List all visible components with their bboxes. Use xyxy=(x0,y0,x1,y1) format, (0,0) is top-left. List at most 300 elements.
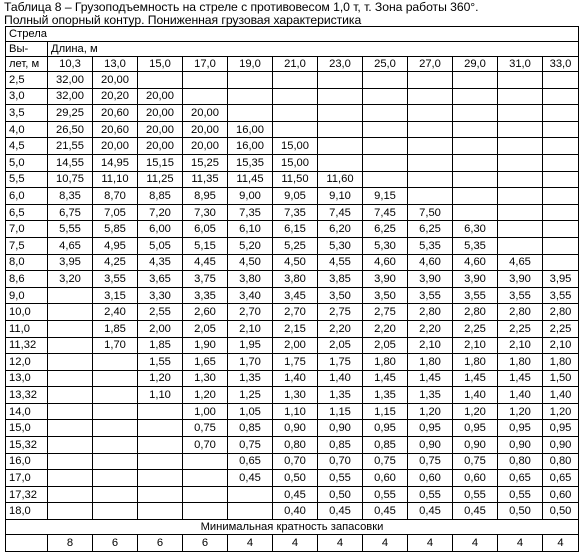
capacity-cell: 3,20 xyxy=(48,271,93,288)
capacity-cell: 20,60 xyxy=(93,105,138,122)
capacity-cell xyxy=(138,503,183,520)
capacity-cell: 3,90 xyxy=(453,271,498,288)
capacity-cell: 2,10 xyxy=(453,337,498,354)
capacity-cell: 1,25 xyxy=(228,387,273,404)
capacity-cell: 0,85 xyxy=(228,420,273,437)
capacity-cell: 0,70 xyxy=(273,453,318,470)
capacity-cell: 3,50 xyxy=(318,287,363,304)
capacity-cell: 1,30 xyxy=(183,370,228,387)
capacity-cell: 1,15 xyxy=(363,403,408,420)
capacity-cell xyxy=(498,204,543,221)
capacity-cell: 1,45 xyxy=(408,370,453,387)
capacity-cell: 1,20 xyxy=(453,403,498,420)
capacity-cell: 0,65 xyxy=(228,453,273,470)
reach-header-top: Вы- xyxy=(6,42,48,57)
capacity-cell: 7,20 xyxy=(138,204,183,221)
capacity-cell xyxy=(498,72,543,89)
table-row xyxy=(6,88,579,105)
reeving-header-row xyxy=(6,520,579,535)
length-header-row xyxy=(6,42,579,57)
capacity-cell xyxy=(408,72,453,89)
table-row xyxy=(6,337,579,354)
capacity-cell: 26,50 xyxy=(48,121,93,138)
reach-cell: 9,0 xyxy=(6,287,48,304)
capacity-cell xyxy=(48,304,93,321)
capacity-cell: 1,20 xyxy=(408,403,453,420)
capacity-cell: 1,50 xyxy=(543,370,579,387)
capacity-cell: 0,50 xyxy=(273,470,318,487)
reeving-cell: 4 xyxy=(408,535,453,552)
capacity-cell xyxy=(318,138,363,155)
capacity-cell: 0,60 xyxy=(453,470,498,487)
capacity-cell xyxy=(453,154,498,171)
capacity-cell: 8,70 xyxy=(93,188,138,205)
capacity-cell: 1,40 xyxy=(318,370,363,387)
capacity-cell: 2,05 xyxy=(318,337,363,354)
capacity-cell xyxy=(543,121,579,138)
capacity-cell: 2,10 xyxy=(228,320,273,337)
capacity-cell: 1,40 xyxy=(453,387,498,404)
capacity-cell: 2,70 xyxy=(273,304,318,321)
capacity-cell: 2,05 xyxy=(183,320,228,337)
capacity-cell: 2,15 xyxy=(273,320,318,337)
reach-cell: 11,32 xyxy=(6,337,48,354)
capacity-cell: 2,55 xyxy=(138,304,183,321)
capacity-cell: 0,95 xyxy=(408,420,453,437)
table-row xyxy=(6,437,579,454)
capacity-cell: 20,00 xyxy=(93,138,138,155)
capacity-cell xyxy=(93,437,138,454)
capacity-cell: 0,75 xyxy=(363,453,408,470)
capacity-cell: 1,85 xyxy=(93,320,138,337)
capacity-cell: 3,90 xyxy=(363,271,408,288)
capacity-cell: 0,60 xyxy=(363,470,408,487)
table-row xyxy=(6,121,579,138)
capacity-cell: 2,25 xyxy=(453,320,498,337)
capacity-cell: 0,55 xyxy=(453,486,498,503)
capacity-cell: 2,60 xyxy=(183,304,228,321)
capacity-cell: 1,70 xyxy=(93,337,138,354)
capacity-cell xyxy=(408,154,453,171)
capacity-cell: 0,90 xyxy=(408,437,453,454)
reach-cell: 14,0 xyxy=(6,403,48,420)
reach-cell: 6,0 xyxy=(6,188,48,205)
capacity-cell: 1,20 xyxy=(498,403,543,420)
capacity-cell xyxy=(228,72,273,89)
capacity-cell: 1,10 xyxy=(273,403,318,420)
capacity-cell xyxy=(48,370,93,387)
reeving-cell: 4 xyxy=(453,535,498,552)
table-row xyxy=(6,320,579,337)
capacity-cell xyxy=(48,337,93,354)
reach-cell: 4,0 xyxy=(6,121,48,138)
capacity-cell: 1,85 xyxy=(138,337,183,354)
capacity-cell: 4,60 xyxy=(363,254,408,271)
capacity-cell: 20,00 xyxy=(138,121,183,138)
capacity-cell: 0,60 xyxy=(543,486,579,503)
reeving-cell: 6 xyxy=(93,535,138,552)
boom-lengths-row xyxy=(6,57,579,72)
reeving-label: Минимальная кратность запасовки xyxy=(6,520,579,535)
capacity-cell xyxy=(363,138,408,155)
capacity-cell xyxy=(498,105,543,122)
capacity-cell: 9,10 xyxy=(318,188,363,205)
capacity-cell: 1,65 xyxy=(183,354,228,371)
capacity-cell: 2,80 xyxy=(543,304,579,321)
capacity-cell: 6,10 xyxy=(228,221,273,238)
table-row xyxy=(6,420,579,437)
capacity-cell: 2,05 xyxy=(363,337,408,354)
reeving-cell: 4 xyxy=(273,535,318,552)
capacity-cell: 1,40 xyxy=(498,387,543,404)
capacity-cell: 20,00 xyxy=(138,88,183,105)
capacity-cell: 3,40 xyxy=(228,287,273,304)
capacity-cell: 0,65 xyxy=(543,470,579,487)
reach-cell: 11,0 xyxy=(6,320,48,337)
capacity-cell: 4,55 xyxy=(318,254,363,271)
capacity-cell: 4,35 xyxy=(138,254,183,271)
capacity-cell: 2,10 xyxy=(408,337,453,354)
capacity-cell: 0,65 xyxy=(498,470,543,487)
capacity-cell: 1,35 xyxy=(318,387,363,404)
capacity-cell: 0,70 xyxy=(318,453,363,470)
capacity-cell xyxy=(543,72,579,89)
capacity-cell: 3,15 xyxy=(93,287,138,304)
table-row xyxy=(6,105,579,122)
capacity-cell: 3,90 xyxy=(408,271,453,288)
table-row xyxy=(6,370,579,387)
capacity-cell: 3,30 xyxy=(138,287,183,304)
capacity-cell: 0,95 xyxy=(498,420,543,437)
capacity-cell xyxy=(93,354,138,371)
capacity-cell xyxy=(183,453,228,470)
capacity-cell: 2,75 xyxy=(318,304,363,321)
capacity-cell: 4,60 xyxy=(408,254,453,271)
reach-cell: 8,6 xyxy=(6,271,48,288)
capacity-cell: 3,95 xyxy=(48,254,93,271)
capacity-cell: 9,15 xyxy=(363,188,408,205)
capacity-cell xyxy=(183,88,228,105)
capacity-cell: 2,25 xyxy=(498,320,543,337)
reeving-cell: 4 xyxy=(498,535,543,552)
boom-length-cell: 17,0 xyxy=(183,57,228,72)
table-row xyxy=(6,503,579,520)
reeving-cell: 4 xyxy=(363,535,408,552)
table-row xyxy=(6,254,579,271)
capacity-cell: 5,25 xyxy=(273,237,318,254)
capacity-cell: 7,35 xyxy=(273,204,318,221)
reach-cell: 15,0 xyxy=(6,420,48,437)
capacity-cell: 0,80 xyxy=(273,437,318,454)
capacity-cell: 9,00 xyxy=(228,188,273,205)
capacity-cell xyxy=(48,320,93,337)
table-row xyxy=(6,486,579,503)
capacity-cell: 11,10 xyxy=(93,171,138,188)
capacity-cell: 2,70 xyxy=(228,304,273,321)
capacity-cell: 0,70 xyxy=(183,437,228,454)
capacity-cell: 29,25 xyxy=(48,105,93,122)
reach-cell: 12,0 xyxy=(6,354,48,371)
capacity-cell: 4,25 xyxy=(93,254,138,271)
capacity-cell: 0,50 xyxy=(318,486,363,503)
capacity-cell: 0,45 xyxy=(363,503,408,520)
reach-cell: 10,0 xyxy=(6,304,48,321)
capacity-cell xyxy=(138,470,183,487)
capacity-cell xyxy=(543,221,579,238)
capacity-cell: 0,45 xyxy=(408,503,453,520)
capacity-cell: 21,55 xyxy=(48,138,93,155)
boom-label: Стрела xyxy=(6,27,579,42)
capacity-cell: 3,65 xyxy=(138,271,183,288)
capacity-cell xyxy=(138,403,183,420)
capacity-cell: 2,10 xyxy=(543,337,579,354)
load-capacity-table xyxy=(5,26,579,552)
capacity-cell: 8,95 xyxy=(183,188,228,205)
reeving-cell: 4 xyxy=(318,535,363,552)
capacity-cell: 3,80 xyxy=(273,271,318,288)
capacity-cell: 9,05 xyxy=(273,188,318,205)
table-row xyxy=(6,138,579,155)
capacity-cell: 1,00 xyxy=(183,403,228,420)
capacity-cell: 10,75 xyxy=(48,171,93,188)
capacity-cell xyxy=(363,171,408,188)
capacity-cell: 7,45 xyxy=(363,204,408,221)
reach-cell: 5,0 xyxy=(6,154,48,171)
capacity-cell: 1,95 xyxy=(228,337,273,354)
capacity-cell xyxy=(183,470,228,487)
capacity-cell: 5,30 xyxy=(318,237,363,254)
capacity-cell xyxy=(498,188,543,205)
capacity-cell: 1,80 xyxy=(363,354,408,371)
capacity-cell xyxy=(498,171,543,188)
capacity-cell: 1,35 xyxy=(408,387,453,404)
capacity-cell: 20,00 xyxy=(138,138,183,155)
capacity-cell xyxy=(183,503,228,520)
capacity-cell: 0,45 xyxy=(318,503,363,520)
table-row xyxy=(6,154,579,171)
capacity-cell xyxy=(408,138,453,155)
reeving-cell: 4 xyxy=(228,535,273,552)
boom-length-cell: 25,0 xyxy=(363,57,408,72)
reach-cell: 15,32 xyxy=(6,437,48,454)
capacity-cell xyxy=(93,453,138,470)
capacity-cell xyxy=(543,188,579,205)
capacity-cell: 1,20 xyxy=(138,370,183,387)
capacity-cell: 2,40 xyxy=(93,304,138,321)
capacity-cell xyxy=(48,387,93,404)
capacity-cell xyxy=(273,88,318,105)
capacity-cell xyxy=(183,486,228,503)
capacity-cell: 0,90 xyxy=(498,437,543,454)
capacity-cell xyxy=(363,105,408,122)
capacity-cell: 2,80 xyxy=(453,304,498,321)
capacity-cell xyxy=(498,221,543,238)
capacity-cell: 16,00 xyxy=(228,138,273,155)
capacity-cell xyxy=(543,237,579,254)
capacity-cell: 2,80 xyxy=(498,304,543,321)
capacity-cell: 1,55 xyxy=(138,354,183,371)
caption-line-2: Полный опорный контур. Пониженная грузовая характеристика xyxy=(4,13,362,27)
reeving-cell: 6 xyxy=(183,535,228,552)
capacity-cell xyxy=(543,154,579,171)
capacity-cell: 0,45 xyxy=(453,503,498,520)
table-row xyxy=(6,204,579,221)
capacity-cell: 1,20 xyxy=(543,403,579,420)
capacity-cell xyxy=(408,171,453,188)
capacity-cell xyxy=(273,72,318,89)
capacity-cell xyxy=(453,72,498,89)
capacity-cell: 20,00 xyxy=(138,105,183,122)
capacity-cell xyxy=(318,154,363,171)
reach-cell: 8,0 xyxy=(6,254,48,271)
capacity-cell: 11,50 xyxy=(273,171,318,188)
capacity-cell: 1,10 xyxy=(138,387,183,404)
capacity-cell: 11,35 xyxy=(183,171,228,188)
capacity-cell xyxy=(498,154,543,171)
capacity-cell: 5,35 xyxy=(408,237,453,254)
capacity-cell: 6,05 xyxy=(183,221,228,238)
table-row xyxy=(6,188,579,205)
reeving-cell: 6 xyxy=(138,535,183,552)
capacity-cell xyxy=(363,88,408,105)
capacity-cell xyxy=(543,138,579,155)
capacity-cell: 5,20 xyxy=(228,237,273,254)
capacity-cell xyxy=(48,287,93,304)
capacity-cell: 3,80 xyxy=(228,271,273,288)
capacity-cell xyxy=(93,503,138,520)
reeving-cell: 4 xyxy=(543,535,579,552)
capacity-cell xyxy=(453,105,498,122)
capacity-cell: 0,80 xyxy=(498,453,543,470)
capacity-cell xyxy=(93,387,138,404)
capacity-cell xyxy=(138,437,183,454)
reach-cell: 6,5 xyxy=(6,204,48,221)
table-row xyxy=(6,470,579,487)
capacity-cell: 20,00 xyxy=(183,121,228,138)
capacity-cell: 2,75 xyxy=(363,304,408,321)
capacity-cell: 3,55 xyxy=(93,271,138,288)
capacity-cell xyxy=(93,370,138,387)
capacity-cell: 0,85 xyxy=(363,437,408,454)
capacity-cell: 2,20 xyxy=(318,320,363,337)
reach-cell: 17,0 xyxy=(6,470,48,487)
capacity-cell xyxy=(48,470,93,487)
table-row xyxy=(6,304,579,321)
capacity-cell: 6,75 xyxy=(48,204,93,221)
caption-line-1: Таблица 8 – Грузоподъемность на стреле с противовесом 1,0 т, т. Зона работы 360°. xyxy=(4,0,479,14)
capacity-cell: 0,50 xyxy=(543,503,579,520)
capacity-cell xyxy=(228,503,273,520)
capacity-cell xyxy=(228,88,273,105)
reach-cell: 5,5 xyxy=(6,171,48,188)
capacity-cell xyxy=(48,437,93,454)
capacity-cell xyxy=(363,72,408,89)
capacity-cell xyxy=(228,486,273,503)
reeving-empty-cell xyxy=(6,535,48,552)
capacity-cell: 3,85 xyxy=(318,271,363,288)
capacity-cell: 0,75 xyxy=(453,453,498,470)
capacity-cell: 11,25 xyxy=(138,171,183,188)
capacity-cell: 0,90 xyxy=(543,437,579,454)
capacity-cell: 1,05 xyxy=(228,403,273,420)
boom-length-cell: 13,0 xyxy=(93,57,138,72)
capacity-cell: 3,75 xyxy=(183,271,228,288)
capacity-cell: 8,85 xyxy=(138,188,183,205)
capacity-cell: 4,50 xyxy=(273,254,318,271)
capacity-cell: 1,75 xyxy=(318,354,363,371)
reach-cell: 13,32 xyxy=(6,387,48,404)
reach-cell: 4,5 xyxy=(6,138,48,155)
capacity-cell: 0,40 xyxy=(273,503,318,520)
capacity-cell: 3,95 xyxy=(543,271,579,288)
capacity-cell: 15,35 xyxy=(228,154,273,171)
capacity-cell xyxy=(453,138,498,155)
capacity-cell: 1,75 xyxy=(273,354,318,371)
capacity-cell: 15,00 xyxy=(273,138,318,155)
capacity-cell: 1,35 xyxy=(228,370,273,387)
capacity-cell: 32,00 xyxy=(48,72,93,89)
capacity-cell xyxy=(93,470,138,487)
capacity-cell xyxy=(453,88,498,105)
capacity-cell: 4,65 xyxy=(48,237,93,254)
table-row xyxy=(6,354,579,371)
capacity-cell: 1,80 xyxy=(543,354,579,371)
capacity-cell: 14,95 xyxy=(93,154,138,171)
capacity-cell: 0,55 xyxy=(408,486,453,503)
capacity-cell xyxy=(453,204,498,221)
capacity-cell xyxy=(498,138,543,155)
capacity-cell: 1,45 xyxy=(363,370,408,387)
capacity-cell: 3,55 xyxy=(453,287,498,304)
reeving-row xyxy=(6,535,579,552)
capacity-cell: 0,90 xyxy=(453,437,498,454)
capacity-cell: 0,45 xyxy=(228,470,273,487)
capacity-cell: 0,55 xyxy=(363,486,408,503)
boom-length-cell: 27,0 xyxy=(408,57,453,72)
reach-cell: 7,5 xyxy=(6,237,48,254)
capacity-cell: 5,85 xyxy=(93,221,138,238)
capacity-cell: 15,25 xyxy=(183,154,228,171)
capacity-cell: 7,50 xyxy=(408,204,453,221)
capacity-cell xyxy=(138,486,183,503)
capacity-cell: 4,95 xyxy=(93,237,138,254)
capacity-cell xyxy=(543,254,579,271)
capacity-cell: 2,20 xyxy=(408,320,453,337)
capacity-cell xyxy=(453,188,498,205)
capacity-cell: 3,90 xyxy=(498,271,543,288)
reach-cell: 7,0 xyxy=(6,221,48,238)
capacity-cell: 2,80 xyxy=(408,304,453,321)
table-row xyxy=(6,271,579,288)
capacity-cell: 5,30 xyxy=(363,237,408,254)
table-row xyxy=(6,287,579,304)
capacity-cell xyxy=(138,453,183,470)
capacity-cell xyxy=(543,171,579,188)
capacity-cell xyxy=(363,154,408,171)
capacity-cell xyxy=(48,486,93,503)
capacity-cell: 16,00 xyxy=(228,121,273,138)
boom-length-cell: 23,0 xyxy=(318,57,363,72)
capacity-cell xyxy=(318,121,363,138)
capacity-cell: 5,55 xyxy=(48,221,93,238)
boom-length-cell: 19,0 xyxy=(228,57,273,72)
capacity-cell xyxy=(543,88,579,105)
reach-cell: 2,5 xyxy=(6,72,48,89)
capacity-cell: 6,25 xyxy=(363,221,408,238)
capacity-cell: 0,95 xyxy=(543,420,579,437)
capacity-cell: 6,15 xyxy=(273,221,318,238)
boom-length-cell: 21,0 xyxy=(273,57,318,72)
